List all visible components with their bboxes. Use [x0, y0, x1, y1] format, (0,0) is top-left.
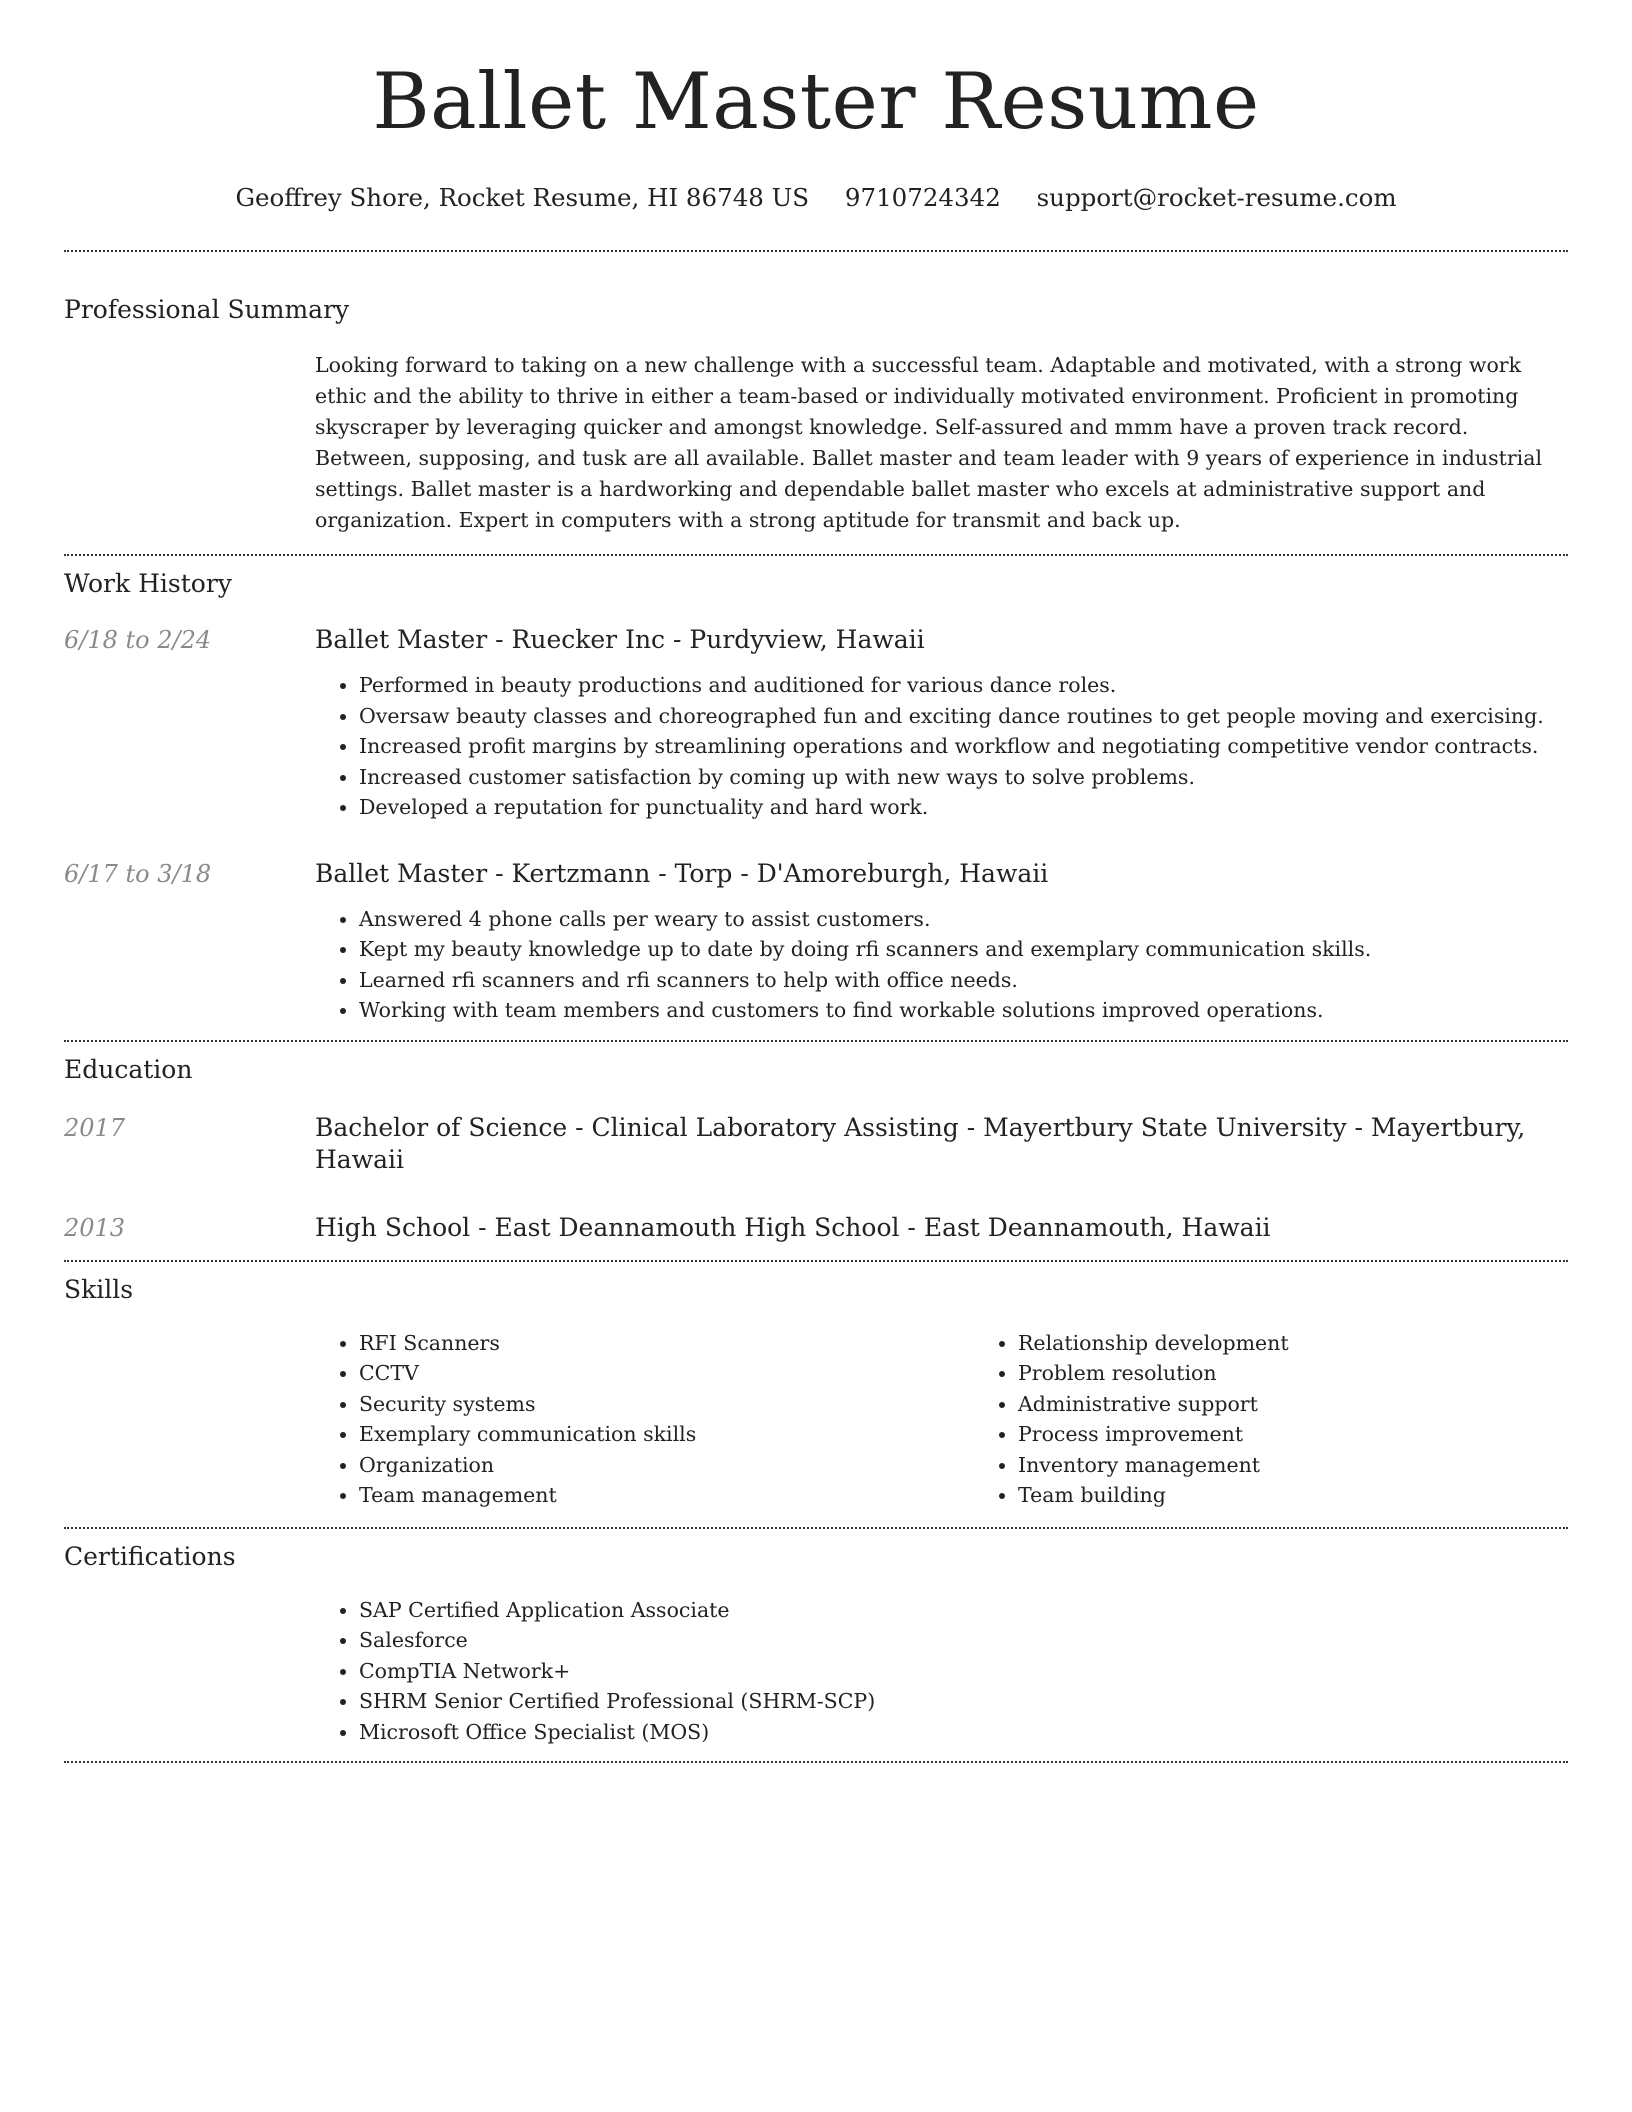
- list-item: • Relationship development: [1018, 1328, 1568, 1359]
- list-item: • Salesforce: [359, 1625, 1568, 1656]
- list-item: • Learned rfi scanners and rfi scanners to help with office needs.: [359, 965, 1568, 996]
- work-heading: Work History: [64, 569, 232, 598]
- list-item: • Security systems: [359, 1389, 974, 1420]
- contact-email: support@rocket-resume.com: [1036, 183, 1397, 212]
- list-item: • Administrative support: [1018, 1389, 1568, 1420]
- list-item: • CompTIA Network+: [359, 1656, 1568, 1687]
- list-item: • SAP Certified Application Associate: [359, 1595, 1568, 1626]
- education-degree: Bachelor of Science - Clinical Laboratory Assisting: [315, 1112, 959, 1142]
- certifications-heading: Certifications: [64, 1541, 236, 1571]
- contact-phone: 9710724342: [844, 183, 1001, 212]
- list-item: • Problem resolution: [1018, 1358, 1568, 1389]
- resume-header: [64, 0, 1568, 214]
- education-section: [64, 1042, 1568, 1260]
- list-item: • Exemplary communication skills: [359, 1419, 974, 1450]
- job-title: Ballet Master - Ruecker Inc - Purdyview, Hawaii: [315, 625, 925, 654]
- education-year: 2017: [64, 1113, 126, 1142]
- list-item: • SHRM Senior Certified Professional (SHRM-SCP): [359, 1686, 1568, 1717]
- education-degree: High School: [315, 1212, 471, 1242]
- list-item: • CCTV: [359, 1358, 974, 1389]
- summary-section: [64, 252, 1568, 554]
- certifications-divider: [64, 1761, 1568, 1763]
- list-item: • Oversaw beauty classes and choreographed fun and exciting dance routines to get people moving and exercising.: [359, 701, 1568, 732]
- summary-heading: Professional Summary: [64, 295, 350, 324]
- skills-list-left: [315, 1328, 974, 1511]
- list-item: • RFI Scanners: [359, 1328, 974, 1359]
- list-item: • Microsoft Office Specialist (MOS): [359, 1717, 1568, 1748]
- job-title: Ballet Master - Kertzmann - Torp - D'Amoreburgh, Hawaii: [315, 858, 1049, 888]
- job-dates: 6/18 to 2/24: [64, 626, 212, 654]
- resume-title: Ballet Master Resume: [372, 57, 1260, 147]
- skills-section: [64, 1262, 1568, 1527]
- education-entry: [64, 1112, 1568, 1176]
- skills-list-right: [974, 1328, 1568, 1511]
- list-item: • Inventory management: [1018, 1450, 1568, 1481]
- education-heading: Education: [64, 1054, 193, 1084]
- education-entry: [64, 1212, 1568, 1244]
- list-item: • Answered 4 phone calls per weary to assist customers.: [359, 904, 1568, 935]
- work-section: [64, 556, 1568, 1040]
- certifications-left-spacer: [64, 1595, 315, 1748]
- list-item: • Process improvement: [1018, 1419, 1568, 1450]
- summary-text: Looking forward to taking on a new challenge with a successful team. Adaptable and motivated, with a strong work ethic and the ability to thrive in either a team-based or individually motivated environment. Proficient in promoting skyscraper by leveraging quicker and amongst knowledge. Self-assured and mmm have a proven track record. Between, supposing, and tusk are all available. Ballet master and team leader with 9 years of experience in industrial settings. Ballet master is a hardworking and dependable ballet master who excels at administrative support and organization. Expert in computers with a strong aptitude for transmit and back up.: [315, 353, 1543, 532]
- job-entry: [64, 858, 1568, 1026]
- education-school: - Mayertbury State University - Mayertbury, Hawaii: [315, 1112, 1526, 1174]
- contact-address: Geoffrey Shore, Rocket Resume, HI 86748 US: [235, 183, 810, 212]
- job-bullets: [315, 670, 1568, 823]
- certifications-list: [315, 1595, 1568, 1748]
- list-item: • Team management: [359, 1480, 974, 1511]
- summary-left-spacer: [64, 350, 315, 536]
- certifications-section: [64, 1529, 1568, 1762]
- job-entry: [64, 624, 1568, 823]
- list-item: • Increased profit margins by streamlining operations and workflow and negotiating competitive vendor contracts.: [359, 731, 1568, 762]
- education-school: - East Deannamouth High School - East Deannamouth, Hawaii: [470, 1212, 1271, 1242]
- education-year: 2013: [64, 1213, 126, 1242]
- list-item: • Organization: [359, 1450, 974, 1481]
- list-item: • Performed in beauty productions and auditioned for various dance roles.: [359, 670, 1568, 701]
- list-item: • Team building: [1018, 1480, 1568, 1511]
- job-bullets: [315, 904, 1568, 1026]
- list-item: • Kept my beauty knowledge up to date by doing rfi scanners and exemplary communication skills.: [359, 934, 1568, 965]
- contact-line: [64, 182, 1568, 214]
- skills-left-spacer: [64, 1328, 315, 1511]
- skills-heading: Skills: [64, 1274, 134, 1304]
- list-item: • Increased customer satisfaction by coming up with new ways to solve problems.: [359, 762, 1568, 793]
- list-item: • Developed a reputation for punctuality and hard work.: [359, 792, 1568, 823]
- job-dates: 6/17 to 3/18: [64, 859, 212, 888]
- list-item: • Working with team members and customers to find workable solutions improved operations.: [359, 995, 1568, 1026]
